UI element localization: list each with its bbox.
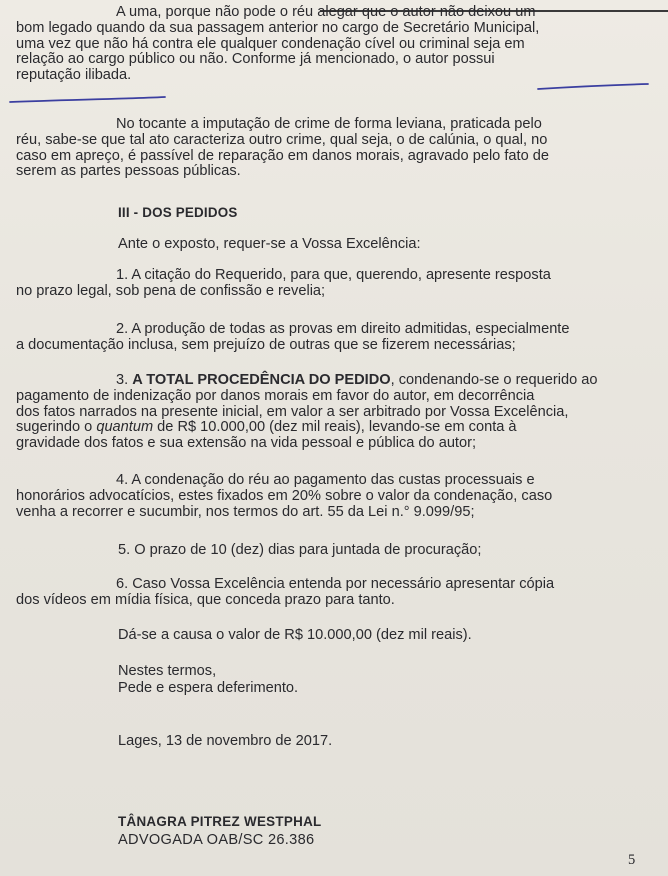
signer-role: ADVOGADA OAB/SC 26.386	[118, 832, 315, 848]
paragraph-line: no prazo legal, sob pena de confissão e revelia;	[16, 282, 326, 299]
paragraph-line: 1. A citação do Requerido, para que, querendo, apresente resposta	[116, 267, 551, 283]
ante-exposto-text: Ante o exposto, requer-se a Vossa Excelência:	[118, 236, 421, 252]
emphasis-bold: A TOTAL PROCEDÊNCIA DO PEDIDO	[132, 372, 391, 388]
paragraph-line: 6. Caso Vossa Excelência entenda por necessário apresentar cópia	[116, 576, 555, 592]
request-item-4	[16, 473, 644, 520]
paragraph-tocante	[16, 117, 644, 180]
closing-line-1: Nestes termos,	[118, 663, 217, 679]
paragraph-line: 2. A produção de todas as provas em direito admitidas, especialmente	[116, 321, 570, 337]
pen-underline-stroke	[10, 97, 165, 102]
paragraph-line: uma vez que não há contra ele qualquer condenação cível ou criminal seja em	[16, 35, 525, 52]
section-heading: III - DOS PEDIDOS	[118, 205, 238, 220]
paragraph-line: honorários advocatícios, estes fixados em 20% sobre o valor da condenação, caso	[16, 487, 553, 504]
request-item-2	[16, 322, 644, 354]
pen-underline-stroke	[538, 84, 648, 89]
page-number: 5	[628, 852, 636, 868]
paragraph-line: reputação ilibada.	[16, 67, 132, 84]
paragraph-line: réu, sabe-se que tal ato caracteriza outro crime, qual seja, o de calúnia, o qual, no	[16, 131, 548, 148]
paragraph-line: bom legado quando da sua passagem anterior no cargo de Secretário Municipal,	[16, 19, 540, 36]
paragraph-line: A uma, porque não pode o réu alegar que o autor não deixou um	[116, 4, 536, 20]
paragraph-line: dos fatos narrados na presente inicial, em valor a ser arbitrado por Vossa Excelência,	[16, 403, 569, 420]
closing-line-2: Pede e espera deferimento.	[118, 680, 299, 696]
paragraph-line: gravidade dos fatos e sua extensão na vida pessoal e pública do autor;	[16, 435, 477, 452]
valor-causa-text: Dá-se a causa o valor de R$ 10.000,00 (dez mil reais).	[118, 627, 472, 643]
place-date: Lages, 13 de novembro de 2017.	[118, 733, 333, 749]
paragraph-line: dos vídeos em mídia física, que conceda prazo para tanto.	[16, 591, 395, 608]
request-item-6	[16, 577, 644, 609]
paragraph-line: caso em apreço, é passível de reparação em danos morais, agravado pelo fato de	[16, 147, 549, 164]
paragraph-line: serem as partes pessoas públicas.	[16, 163, 241, 180]
request-item-1	[16, 268, 644, 300]
paragraph-line: pagamento de indenização por danos morais em favor do autor, em decorrência	[16, 387, 535, 404]
paragraph-intro	[16, 5, 644, 84]
paragraph-line: venha a recorrer e sucumbir, nos termos do art. 55 da Lei n.° 9.099/95;	[16, 503, 475, 520]
request-item-5: 5. O prazo de 10 (dez) dias para juntada de procuração;	[118, 542, 482, 558]
paragraph-line: No tocante a imputação de crime de forma leviana, praticada pelo	[116, 116, 542, 132]
request-item-3: 3. A TOTAL PROCEDÊNCIA DO PEDIDO, condenando-se o requerido ao pagamento de indenização por danos morais em favor do autor, em decorrência dos fatos narrados na presente inicial, em valor a ser arbitrado por Vossa Excelência, sugerindo o quantum de R$ 10.000,00 (dez mil reais), levando-se em conta à gravidade dos fatos e sua extensão na vida pessoal e pública do autor;	[16, 373, 644, 452]
signer-name: TÂNAGRA PITREZ WESTPHAL	[118, 814, 322, 829]
paragraph-line: 4. A condenação do réu ao pagamento das custas processuais e	[116, 472, 535, 488]
paragraph-line: relação ao cargo público ou não. Conforme já mencionado, o autor possui	[16, 51, 495, 68]
paragraph-line: a documentação inclusa, sem prejuízo de outras que se fizerem necessárias;	[16, 336, 516, 353]
emphasis-italic: quantum	[96, 419, 154, 436]
